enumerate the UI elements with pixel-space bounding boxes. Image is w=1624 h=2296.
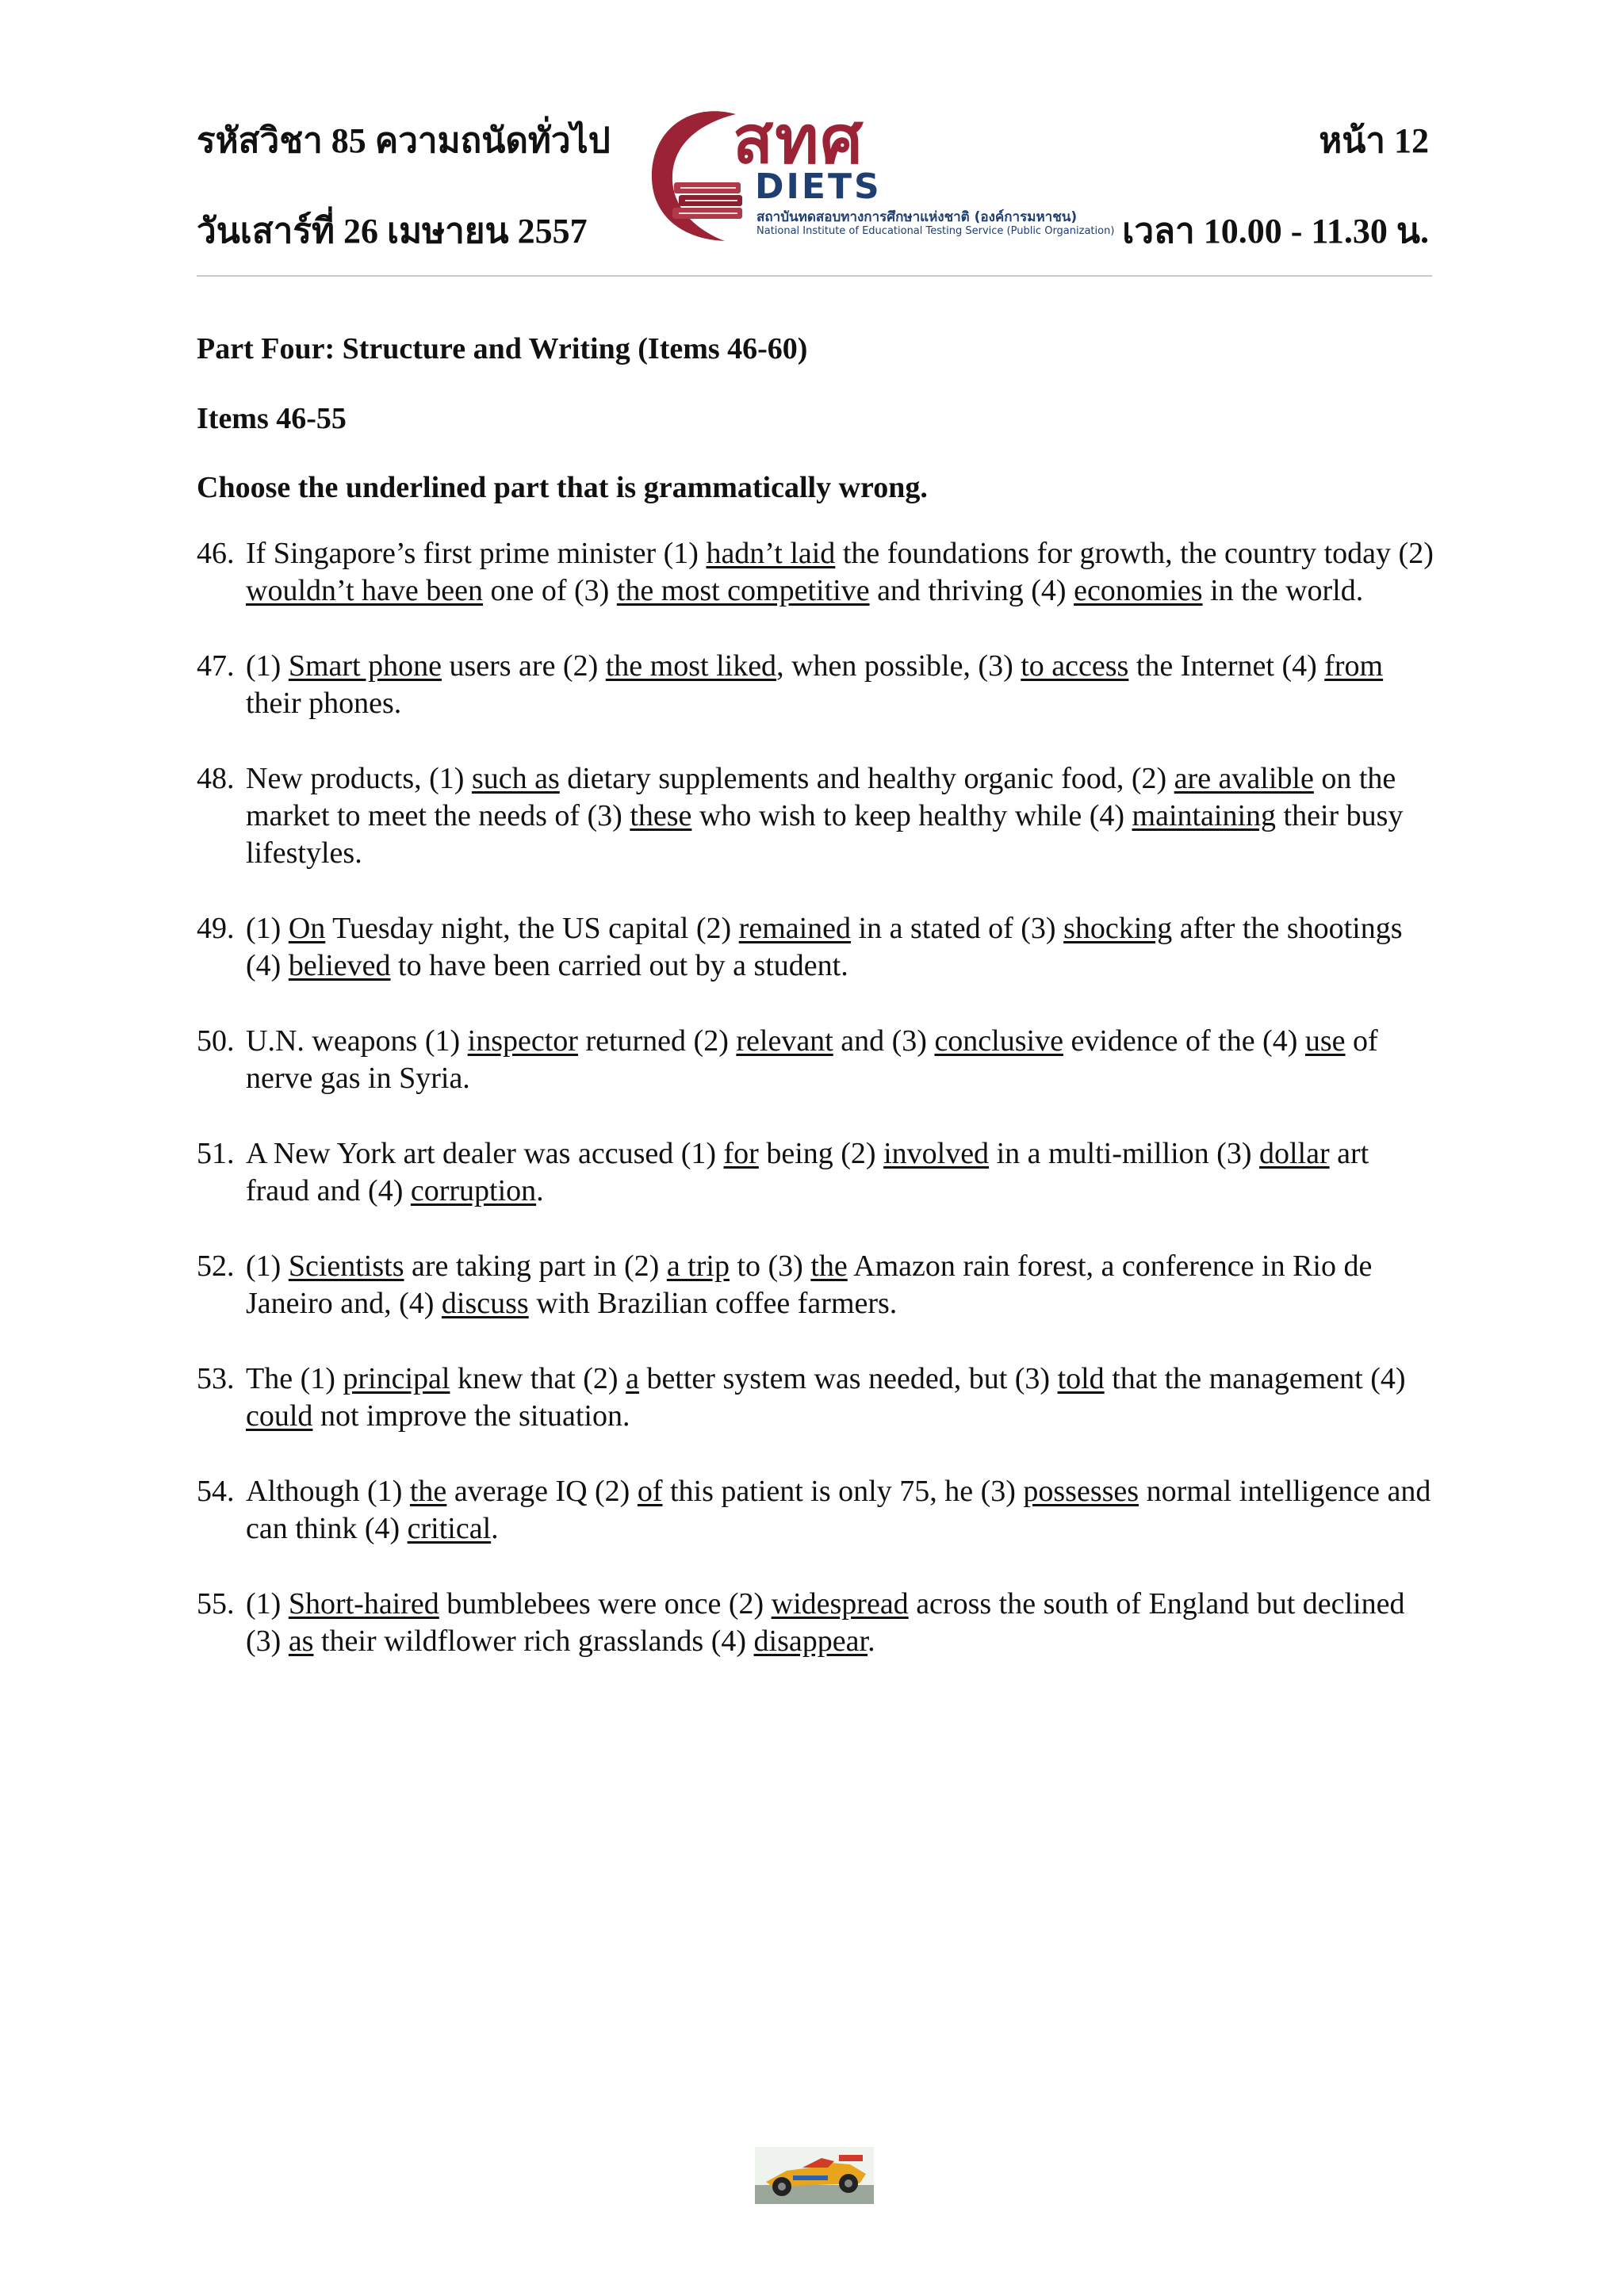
question-text: knew that (2) (450, 1361, 626, 1395)
underlined-option: dollar (1258, 1136, 1330, 1170)
question-text: , when possible, (3) (776, 649, 1021, 683)
subject-code: รหัสวิชา 85 ความถนัดทั่วไป (197, 121, 611, 160)
underlined-option: discuss (441, 1286, 529, 1320)
question-text: with Brazilian coffee farmers. (528, 1286, 898, 1320)
underlined-option: relevant (736, 1024, 833, 1058)
question-number: 46. (197, 536, 235, 570)
question-text: . (868, 1624, 875, 1658)
underlined-option: critical (407, 1511, 492, 1545)
underlined-option: told (1057, 1361, 1105, 1395)
instruction: Choose the underlined part that is grammatically wrong. (197, 471, 928, 505)
underlined-option: Scientists (288, 1249, 404, 1283)
header-divider (197, 275, 1432, 277)
question-number: 48. (197, 761, 235, 795)
question-text: who wish to keep healthy while (4) (691, 798, 1132, 832)
underlined-option: maintaining (1132, 798, 1277, 832)
underlined-option: possesses (1023, 1474, 1139, 1508)
underlined-option: conclusive (934, 1024, 1063, 1058)
items-range: Items 46-55 (197, 401, 347, 435)
question-number: 53. (197, 1361, 235, 1395)
underlined-option: principal (343, 1361, 450, 1395)
underlined-option: Short-haired (288, 1586, 439, 1621)
question-text: are taking part in (2) (404, 1249, 667, 1283)
underlined-option: disappear (753, 1624, 868, 1658)
question-item (197, 1473, 1434, 1548)
question-item (197, 1135, 1434, 1210)
question-item (197, 1248, 1434, 1322)
question-item (197, 1360, 1434, 1435)
question-text: average IQ (2) (446, 1474, 638, 1508)
question-text: . (491, 1511, 499, 1545)
underlined-option: On (288, 911, 326, 945)
underlined-option: hadn’t laid (706, 536, 836, 570)
question-text: this patient is only 75, he (3) (662, 1474, 1024, 1508)
underlined-option: wouldn’t have been (246, 573, 483, 607)
question-text: after the shootings (4) (246, 911, 1403, 982)
question-text: one of (3) (483, 573, 617, 607)
underlined-option: are avalible (1174, 761, 1314, 795)
underlined-option: for (723, 1136, 759, 1170)
question-text: of nerve gas in Syria. (246, 1024, 1378, 1095)
question-number: 50. (197, 1024, 235, 1058)
question-text: not improve the situation. (312, 1399, 630, 1433)
question-number: 54. (197, 1474, 235, 1508)
question-text: and thriving (4) (869, 573, 1074, 607)
question-text: in a multi-million (3) (989, 1136, 1259, 1170)
question-text: art fraud and (4) (246, 1136, 1369, 1207)
question-text: (1) (246, 911, 289, 945)
logo-thai-fullname: สถาบันทดสอบทางการศึกษาแห่งชาติ (องค์การมหาชน) (756, 209, 1078, 225)
question-text: in the world. (1202, 573, 1364, 607)
underlined-option: believed (288, 948, 391, 982)
logo-diets: DIETS (755, 166, 882, 207)
question-number: 55. (197, 1586, 235, 1621)
question-text: Although (1) (246, 1474, 410, 1508)
underlined-option: the (409, 1474, 447, 1508)
underlined-option: Smart phone (288, 649, 442, 683)
exam-content (197, 331, 1434, 1698)
underlined-option: could (246, 1399, 313, 1433)
question-item (197, 1586, 1434, 1660)
question-list (197, 535, 1434, 1660)
question-text: to (3) (729, 1249, 811, 1283)
question-item (197, 648, 1434, 722)
logo-thai-acronym: สทศ (733, 101, 864, 178)
underlined-option: remained (738, 911, 852, 945)
question-item (197, 1023, 1434, 1097)
underlined-option: these (630, 798, 692, 832)
question-text: Tuesday night, the US capital (2) (325, 911, 739, 945)
question-text: If Singapore’s first prime minister (1) (246, 536, 707, 570)
question-text: better system was needed, but (3) (638, 1361, 1058, 1395)
underlined-option: from (1324, 649, 1384, 683)
question-text: (1) (246, 1586, 289, 1621)
underlined-option: use (1304, 1024, 1346, 1058)
underlined-option: the most competitive (616, 573, 870, 607)
underlined-option: economies (1074, 573, 1203, 607)
question-text: A New York art dealer was accused (1) (246, 1136, 724, 1170)
question-text: their phones. (246, 686, 402, 720)
logo-english-fullname: National Institute of Educational Testing Service (Public Organization) (756, 225, 1115, 237)
race-car-icon (755, 2147, 874, 2204)
underlined-option: a trip (666, 1249, 730, 1283)
question-text: returned (2) (577, 1024, 737, 1058)
question-text: their wildflower rich grasslands (4) (313, 1624, 754, 1658)
exam-time: เวลา 10.00 - 11.30 น. (1122, 212, 1429, 251)
question-text: their busy lifestyles. (246, 798, 1404, 870)
underlined-option: as (288, 1624, 314, 1658)
underlined-option: to access (1021, 649, 1129, 683)
section-title: Part Four: Structure and Writing (Items 46-60) (197, 332, 808, 365)
question-text: the Internet (4) (1128, 649, 1325, 683)
question-text: that the management (4) (1104, 1361, 1406, 1395)
question-text: being (2) (758, 1136, 884, 1170)
question-text: on the market to meet the needs of (3) (246, 761, 1396, 832)
question-text: The (1) (246, 1361, 343, 1395)
question-text: dietary supplements and healthy organic food, (2) (559, 761, 1174, 795)
question-text: bumblebees were once (2) (439, 1586, 772, 1621)
exam-date: วันเสาร์ที่ 26 เมษายน 2557 (197, 212, 588, 251)
question-item (197, 760, 1434, 872)
underlined-option: widespread (771, 1586, 909, 1621)
underlined-option: a (626, 1361, 639, 1395)
question-number: 47. (197, 649, 235, 683)
question-text: in a stated of (3) (851, 911, 1064, 945)
question-number: 52. (197, 1249, 235, 1283)
question-text: across the south of England but declined (3) (246, 1586, 1405, 1658)
underlined-option: such as (471, 761, 560, 795)
niets-logo (642, 101, 1115, 249)
question-text: users are (2) (441, 649, 606, 683)
question-item (197, 910, 1434, 985)
question-text: . (536, 1173, 544, 1207)
underlined-option: involved (883, 1136, 990, 1170)
question-number: 51. (197, 1136, 235, 1170)
underlined-option: shocking (1063, 911, 1173, 945)
underlined-option: the (810, 1249, 848, 1283)
underlined-option: of (637, 1474, 663, 1508)
question-text: Amazon rain forest, a conference in Rio de Janeiro and, (4) (246, 1249, 1373, 1320)
question-item (197, 535, 1434, 610)
underlined-option: corruption (410, 1173, 537, 1207)
underlined-option: inspector (467, 1024, 578, 1058)
question-text: New products, (1) (246, 761, 472, 795)
question-text: U.N. weapons (1) (246, 1024, 468, 1058)
question-text: the foundations for growth, the country today (2) (835, 536, 1434, 570)
underlined-option: the most liked (605, 649, 777, 683)
question-text: normal intelligence and can think (4) (246, 1474, 1431, 1545)
question-text: to have been carried out by a student. (390, 948, 848, 982)
question-text: and (3) (833, 1024, 935, 1058)
question-text: (1) (246, 649, 289, 683)
question-text: evidence of the (4) (1063, 1024, 1305, 1058)
question-text: (1) (246, 1249, 289, 1283)
question-number: 49. (197, 911, 235, 945)
page-number: หน้า 12 (1319, 121, 1429, 160)
